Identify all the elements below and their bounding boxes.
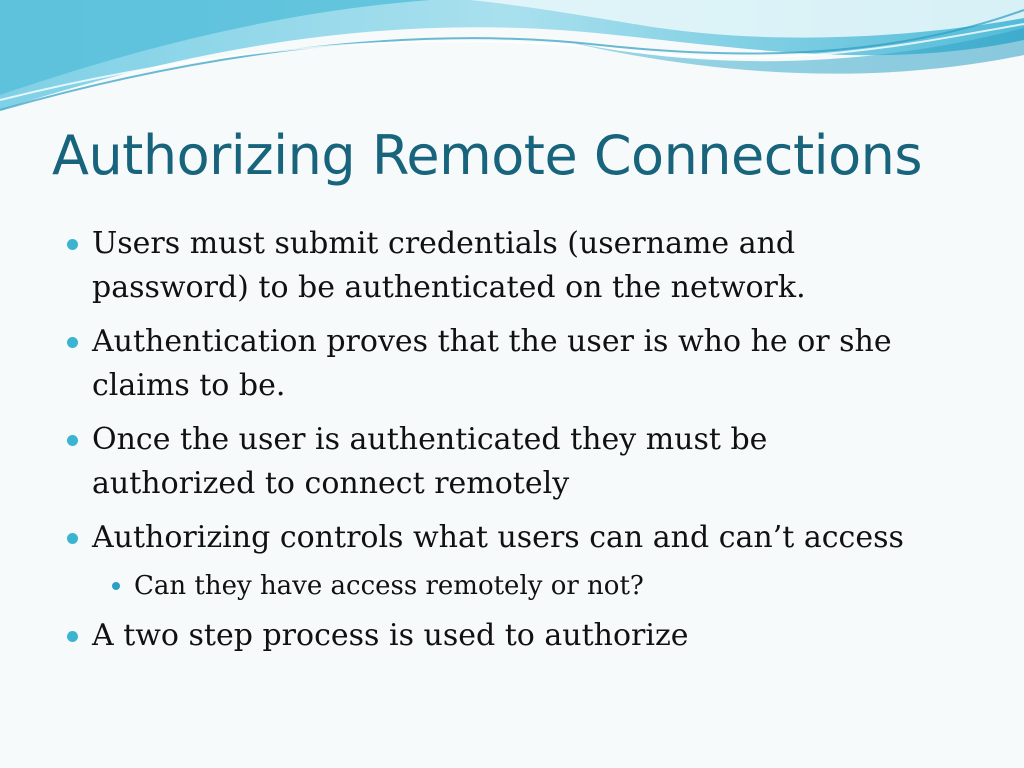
sub-bullet-dot-icon [112, 582, 120, 590]
bullet-dot-icon [67, 337, 78, 348]
bullet-list [0, 222, 1024, 668]
bullet-dot-icon [67, 631, 78, 642]
sub-bullet-item [0, 566, 934, 606]
bullet-text: Once the user is authenticated they must be authorized to connect remotely [92, 422, 768, 501]
slide-title: Authorizing Remote Connections [52, 124, 923, 187]
bullet-item [0, 614, 932, 658]
header-wave-decoration [0, 0, 1024, 130]
bullet-dot-icon [67, 435, 78, 446]
sub-bullet-text: Can they have access remotely or not? [134, 571, 644, 601]
bullet-item [0, 320, 932, 408]
bullet-text: A two step process is used to authorize [92, 618, 689, 653]
bullet-dot-icon [67, 239, 78, 250]
bullet-text: Authorizing controls what users can and can’t access [92, 520, 904, 555]
bullet-text: Users must submit credentials (username and password) to be authenticated on the network. [92, 226, 806, 305]
bullet-dot-icon [67, 533, 78, 544]
bullet-item [0, 516, 932, 560]
bullet-item [0, 222, 932, 310]
bullet-item [0, 418, 932, 506]
bullet-text: Authentication proves that the user is who he or she claims to be. [92, 324, 892, 403]
